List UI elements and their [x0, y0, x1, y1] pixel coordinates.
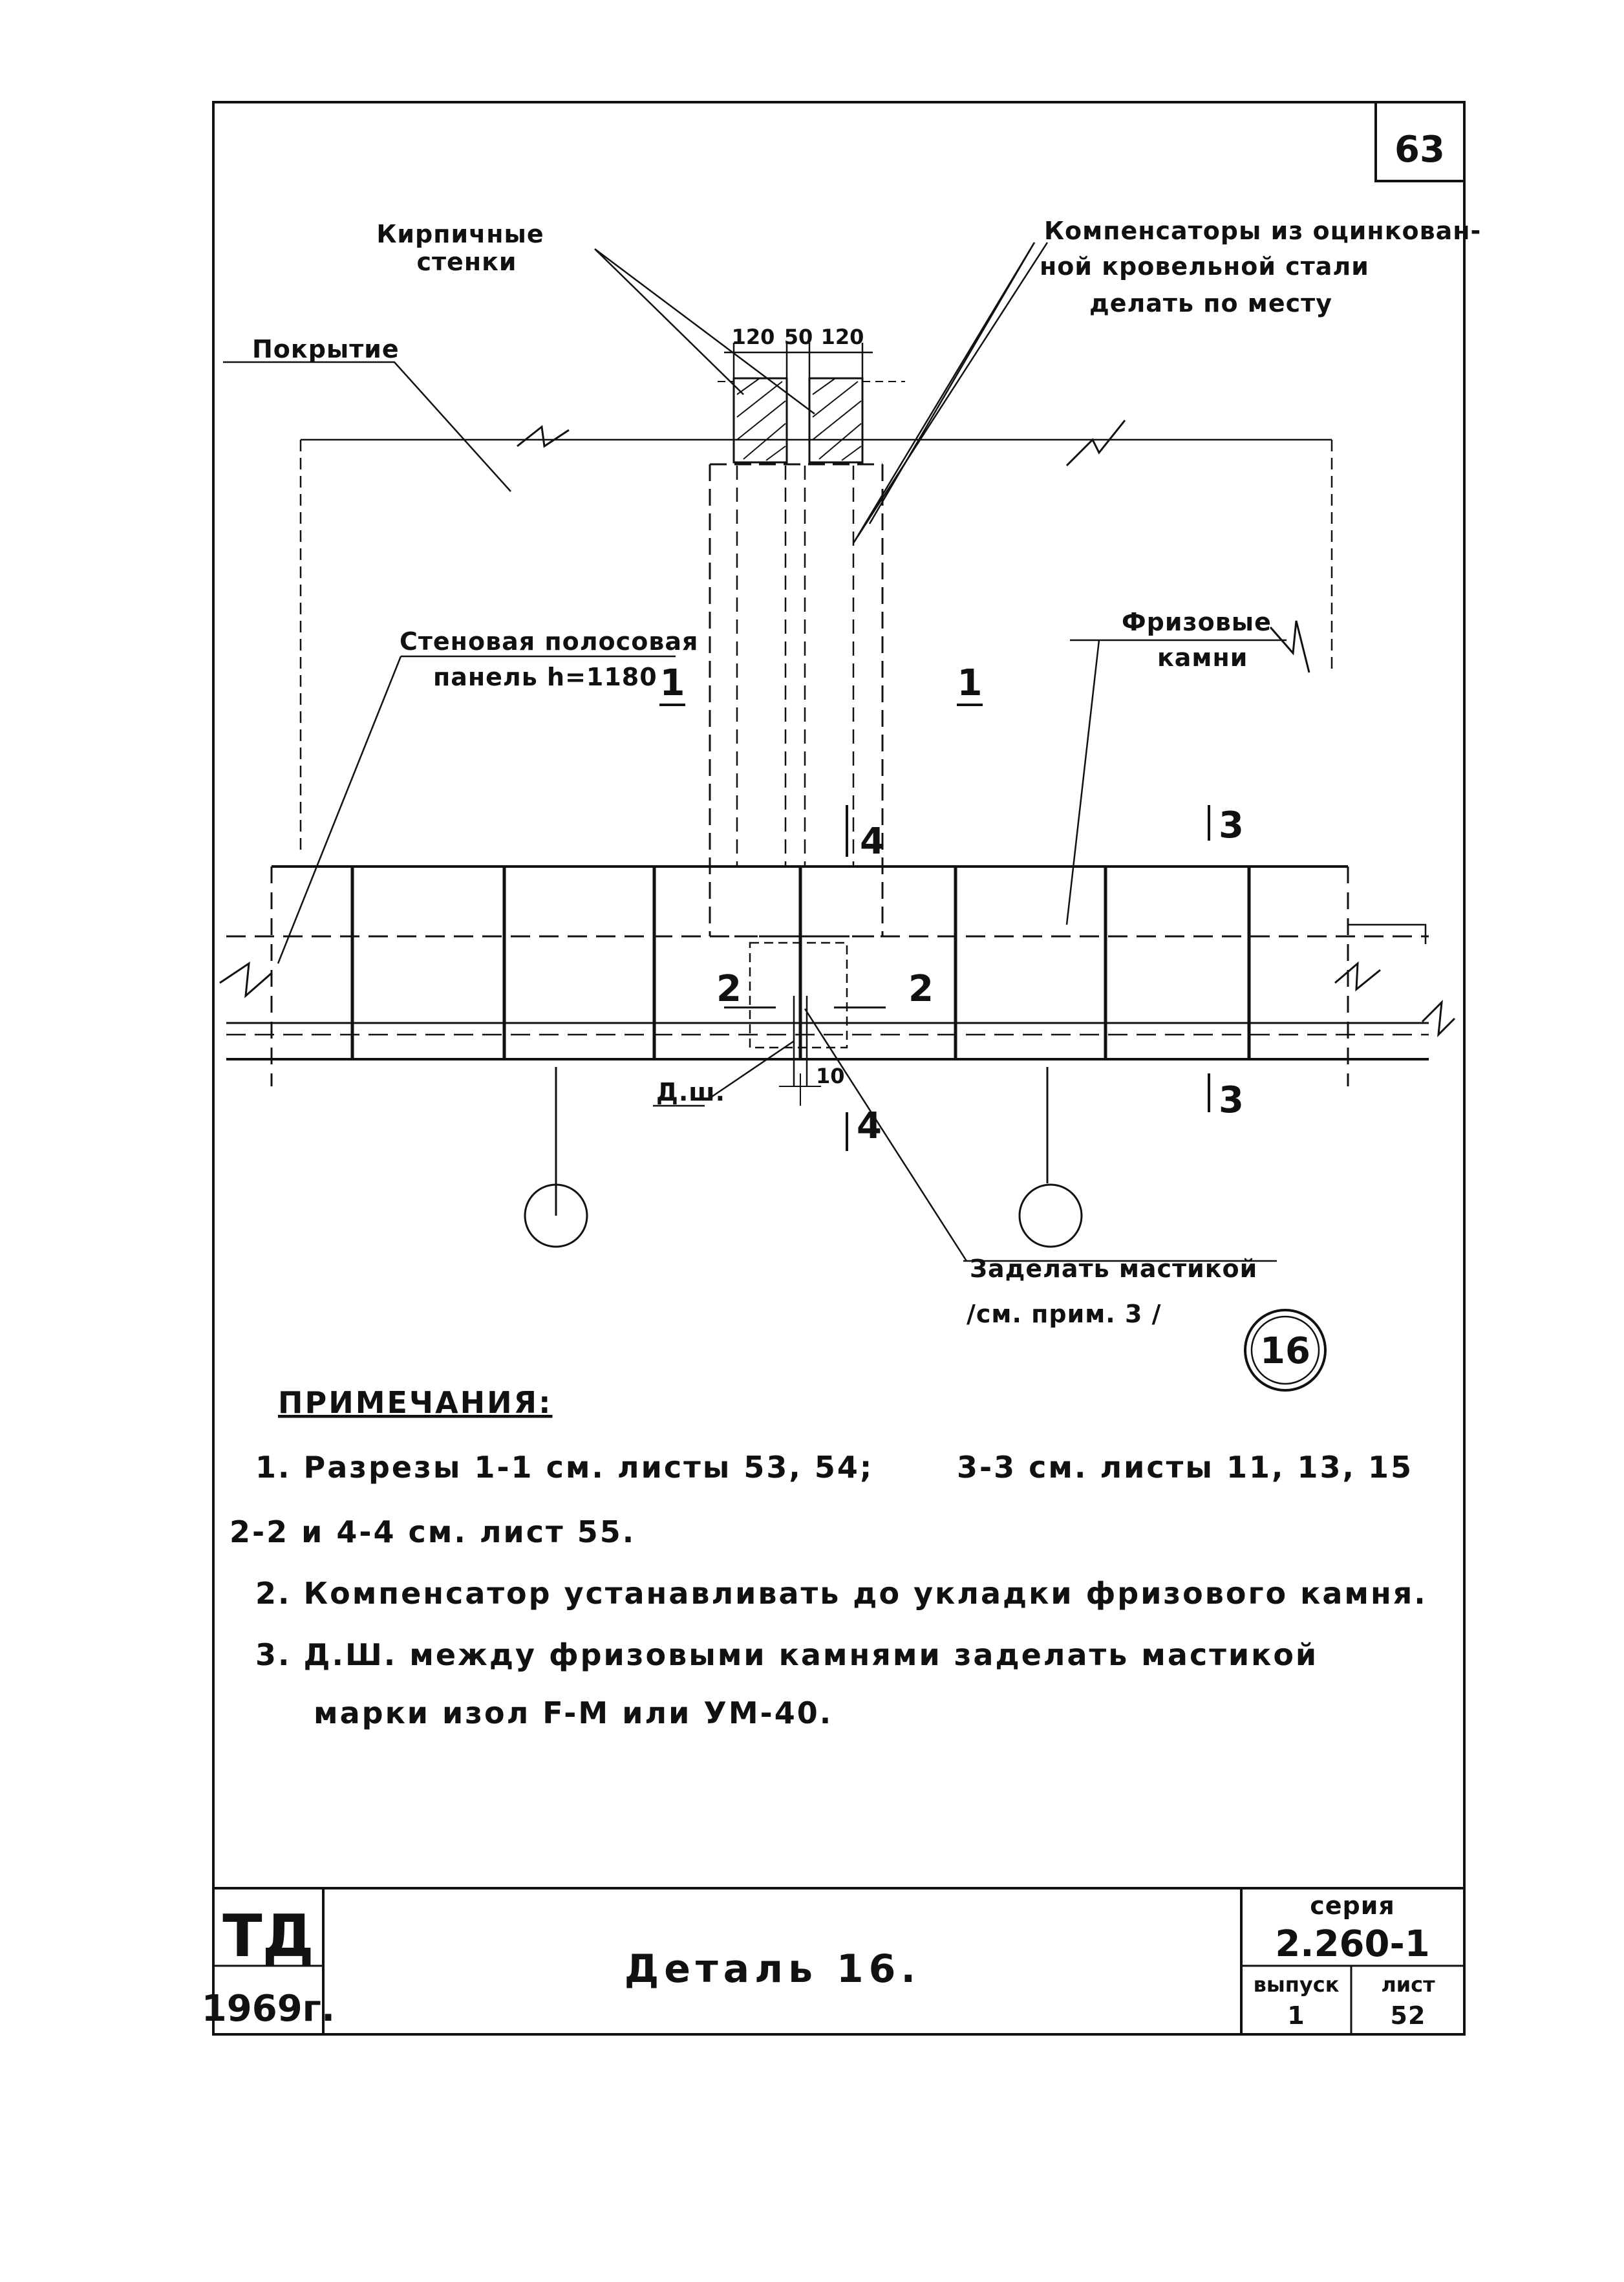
- note-2: 2. Компенсатор устанавливать до укладки фризового камня.: [255, 1576, 1427, 1611]
- frieze-stones: [220, 867, 1455, 1086]
- label-seal-2: /см. прим. 3 /: [967, 1300, 1162, 1328]
- label-joint: Д.ш.: [656, 1078, 726, 1106]
- issue-number: 1: [1287, 2001, 1305, 2030]
- issue-label: выпуск: [1253, 1972, 1340, 1997]
- detail-mark-number: 16: [1260, 1330, 1310, 1372]
- note-1b: 3-3 см. листы 11, 13, 15: [957, 1450, 1413, 1485]
- dim-gap: 10: [816, 1064, 845, 1088]
- section-1-left: 1: [659, 662, 685, 704]
- sheet-number: 63: [1394, 129, 1445, 171]
- note-3b: марки изол F-M или УМ-40.: [314, 1695, 833, 1730]
- note-3: 3. Д.Ш. между фризовыми камнями заделать мастикой: [255, 1637, 1319, 1672]
- section-4-top: 4: [860, 821, 885, 863]
- detail-bubble-right: [1020, 1185, 1082, 1247]
- sheet-label: лист: [1381, 1972, 1435, 1997]
- dim-50: 50: [784, 325, 813, 349]
- series-number: 2.260-1: [1275, 1923, 1430, 1965]
- section-3-top: 3: [1219, 804, 1244, 846]
- plan-drawing: [220, 242, 1455, 1390]
- label-brick-walls-2: стенки: [416, 248, 517, 276]
- joint-detail: [724, 943, 886, 1106]
- label-covering: Покрытие: [252, 335, 400, 363]
- note-1a: 1. Разрезы 1-1 см. листы 53, 54;: [255, 1450, 874, 1485]
- notes: [230, 1385, 1427, 1730]
- label-frieze-2: камни: [1157, 643, 1248, 672]
- label-compensators-3: делать по месту: [1089, 289, 1332, 318]
- section-1-right: 1: [957, 662, 983, 704]
- note-1c: 2-2 и 4-4 см. лист 55.: [230, 1514, 636, 1549]
- title-block-text: [202, 1891, 1435, 2030]
- dim-120-right: 120: [820, 325, 864, 349]
- label-compensators-1: Компенсаторы из оцинкован-: [1044, 217, 1482, 245]
- dim-120-left: 120: [731, 325, 775, 349]
- sheet-number-box: [1376, 102, 1464, 181]
- year: 1969г.: [201, 1988, 336, 2030]
- brick-walls: [718, 378, 905, 462]
- label-compensators-2: ной кровельной стали: [1040, 252, 1369, 281]
- label-brick-walls-1: Кирпичные: [376, 220, 544, 248]
- notes-title: ПРИМЕЧАНИЯ:: [278, 1385, 553, 1420]
- drawing-title: Деталь 16.: [624, 1946, 921, 1992]
- label-seal-1: Заделать мастикой: [970, 1254, 1258, 1283]
- org-name: ТД: [222, 1902, 314, 1970]
- label-frieze-1: Фризовые: [1122, 608, 1272, 636]
- label-wall-panel-2: панель h=1180: [433, 663, 657, 691]
- series-label: серия: [1310, 1891, 1395, 1920]
- label-wall-panel-1: Стеновая полосовая: [400, 627, 699, 656]
- section-2-right: 2: [908, 968, 934, 1010]
- section-4-bottom: 4: [857, 1105, 882, 1147]
- sheet-value: 52: [1390, 2001, 1426, 2030]
- section-3-bottom: 3: [1219, 1079, 1244, 1121]
- section-2-left: 2: [716, 968, 742, 1010]
- drawing-labels: [252, 217, 1481, 1372]
